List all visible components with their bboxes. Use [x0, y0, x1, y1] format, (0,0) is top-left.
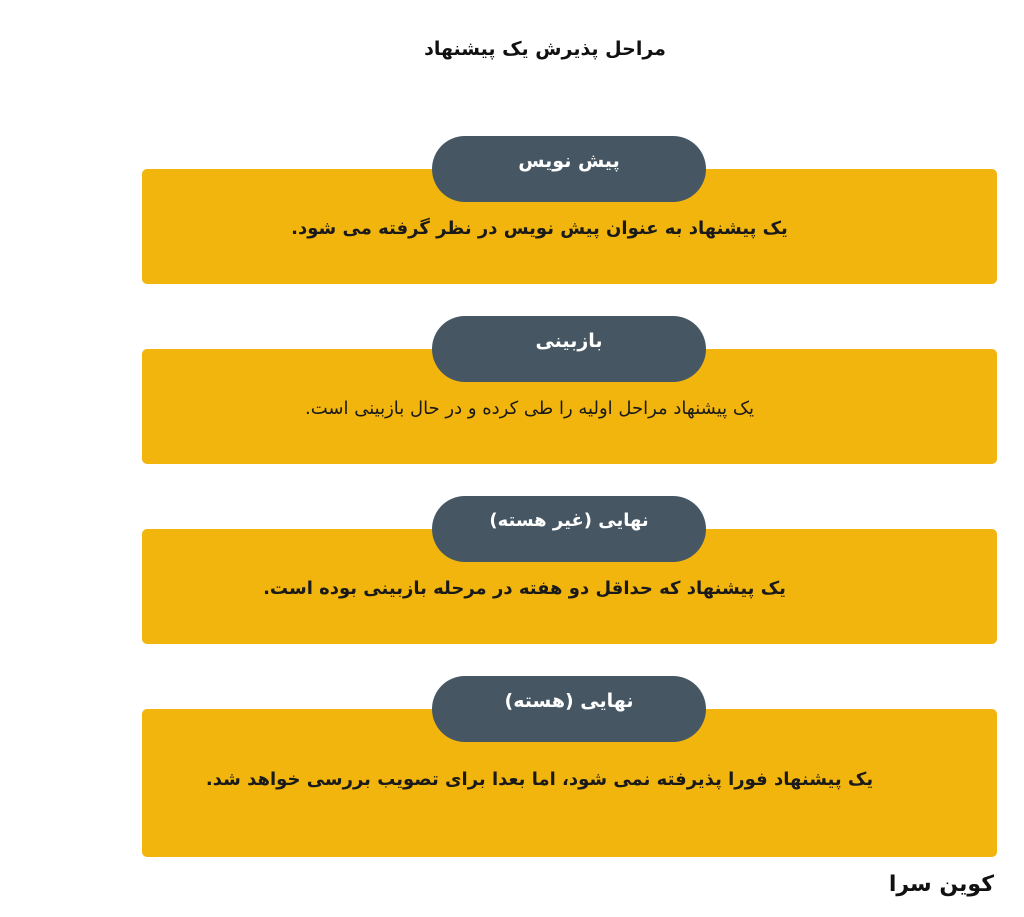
brand-name: کوین سرا — [888, 872, 994, 897]
stage-description: یک پیشنهاد مراحل اولیه را طی کرده و در حال بازبینی است. — [305, 398, 754, 419]
stage-label-final-core: نهایی (هسته) — [432, 676, 706, 742]
stage-description: یک پیشنهاد به عنوان پیش نویس در نظر گرفته می شود. — [291, 218, 788, 239]
stage-description: یک پیشنهاد فورا پذیرفته نمی شود، اما بعدا برای تصویب بررسی خواهد شد. — [205, 769, 874, 790]
stage-label-final-non-core: نهایی (غیر هسته) — [432, 496, 706, 562]
stage-label-review: بازبینی — [432, 316, 706, 382]
diagram-title: مراحل پذیرش یک پیشنهاد — [424, 38, 666, 60]
stage-label-draft: پیش نویس — [432, 136, 706, 202]
stage-description: یک پیشنهاد که حداقل دو هفته در مرحله بازبینی بوده است. — [263, 578, 786, 599]
